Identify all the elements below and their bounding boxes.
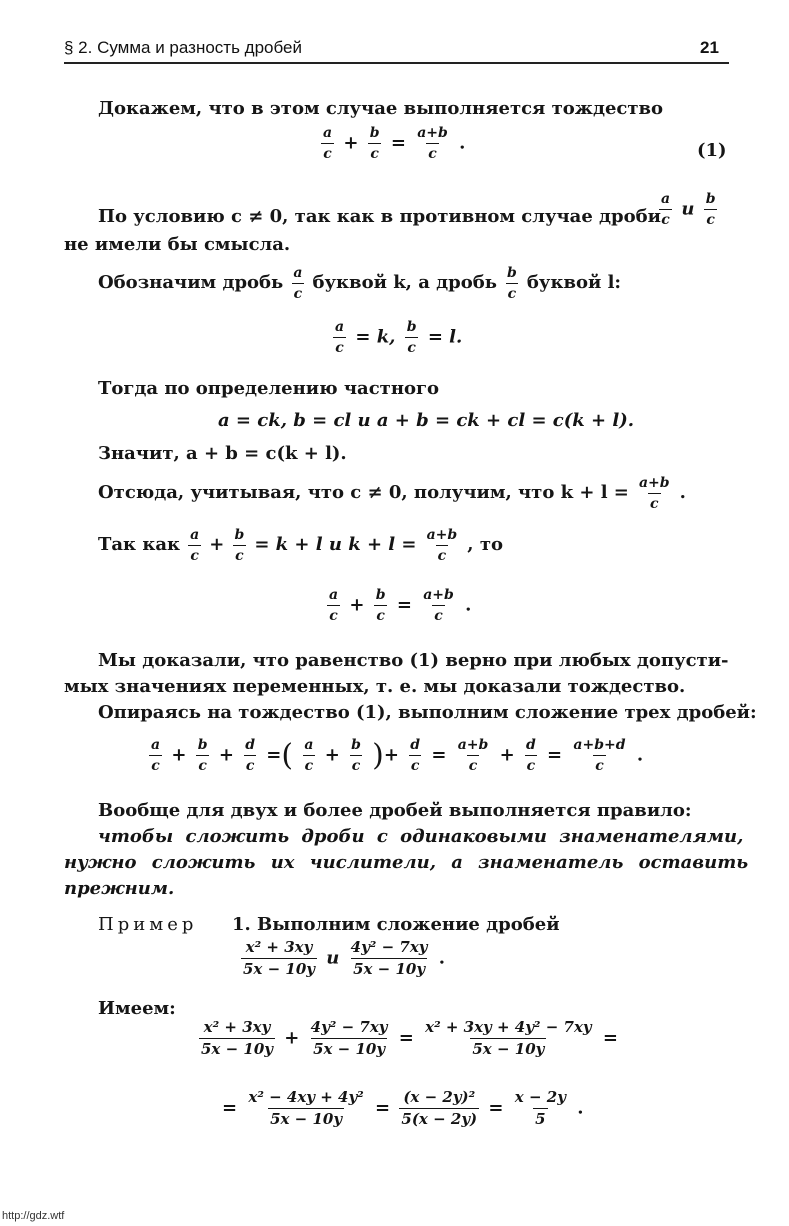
- three-fraction-sum: $\frac{a}{c}$ + $\frac{b}{c}$ + $\frac{d}{c}$ =( $\frac{a}{c}$ + $\frac{b}{c}$ )+ $\frac{d}{c}$ = $\frac{a+b}{c}$ + $\frac{d}{c}$ = $\frac{a+b+d}{c}$ .: [151, 737, 644, 774]
- rule-intro: Вообще для двух и более дробей выполняется правило:: [98, 800, 692, 821]
- equation-number: (1): [697, 140, 727, 161]
- watermark-link[interactable]: http://gdz.wtf: [2, 1210, 65, 1222]
- identity-repeat: $\frac{a}{c}$ + $\frac{b}{c}$ = $\frac{a+b}{c}$ .: [329, 587, 472, 624]
- paragraph-denote: Обозначим дробь $\frac{a}{c}$ буквой k, а дробь $\frac{b}{c}$ буквой l:: [98, 265, 622, 302]
- solution-line-1: $\frac{\text{x² + 3xy}}{5x - 10y}$ + $\frac{\text{4y² − 7xy}}{5x - 10y}$ = $\frac{\text{x² + 3xy + 4y² − 7xy}}{5x - 10y}$ =: [201, 1018, 618, 1058]
- equation-ck: a = ck, b = cl и a + b = ck + cl = c(k + l).: [218, 410, 634, 431]
- example-text: 1. Выполним сложение дробей: [232, 914, 560, 935]
- have-label: Имеем:: [98, 998, 176, 1019]
- paragraph-quotient: Тогда по определению частного: [98, 378, 440, 399]
- paragraph-since: Так как $\frac{a}{c}$ + $\frac{b}{c}$ = k + l и k + l = $\frac{a+b}{c}$ , то: [98, 527, 503, 564]
- example-label: Пример: [98, 914, 198, 935]
- condition-fractions: $\frac{a}{c}$ и $\frac{b}{c}$: [661, 191, 716, 228]
- paragraph-condition: По условию c ≠ 0, так как в противном случае дроби: [98, 206, 661, 227]
- page-number: 21: [700, 38, 719, 57]
- running-header-section: § 2. Сумма и разность дробей: [64, 38, 302, 57]
- paragraph-proved-2: мых значениях переменных, т. е. мы доказали тождество.: [64, 676, 686, 697]
- paragraph-proved-1: Мы доказали, что равенство (1) верно при любых допусти-: [98, 650, 729, 671]
- paragraph-condition-end: не имели бы смысла.: [64, 234, 291, 255]
- rule-line-3: прежним.: [64, 878, 175, 899]
- paragraph-hence: Отсюда, учитывая, что c ≠ 0, получим, что k + l = $\frac{a+b}{c}$ .: [98, 475, 686, 512]
- paragraph-therefore: Значит, a + b = c(k + l).: [98, 443, 347, 464]
- identity-1: $\frac{a}{c}$ + $\frac{b}{c}$ = $\frac{a+b}{c}$ .: [323, 125, 466, 162]
- rule-line-1: чтобы сложить дроби с одинаковыми знаменателями,: [98, 826, 744, 847]
- solution-line-2: = $\frac{\text{x² − 4xy + 4y²}}{5x - 10y}$ = $\frac{\text{(x − 2y)²}}{5(x - 2y)}$ = $\frac{x - 2y}{5}$ .: [222, 1088, 584, 1128]
- rule-line-2: нужно сложить их числители, а знаменатель оставить: [64, 852, 749, 873]
- definition-kl: $\frac{a}{c}$ = k, $\frac{b}{c}$ = l.: [335, 319, 463, 356]
- header-rule: [64, 62, 729, 64]
- paragraph-three-fractions: Опираясь на тождество (1), выполним сложение трех дробей:: [98, 702, 757, 723]
- example-fractions: $\frac{\text{x² + 3xy}}{5x - 10y}$ и $\frac{\text{4y² − 7xy}}{5x - 10y}$ .: [243, 938, 446, 978]
- paragraph-prove: Докажем, что в этом случае выполняется тождество: [98, 98, 664, 119]
